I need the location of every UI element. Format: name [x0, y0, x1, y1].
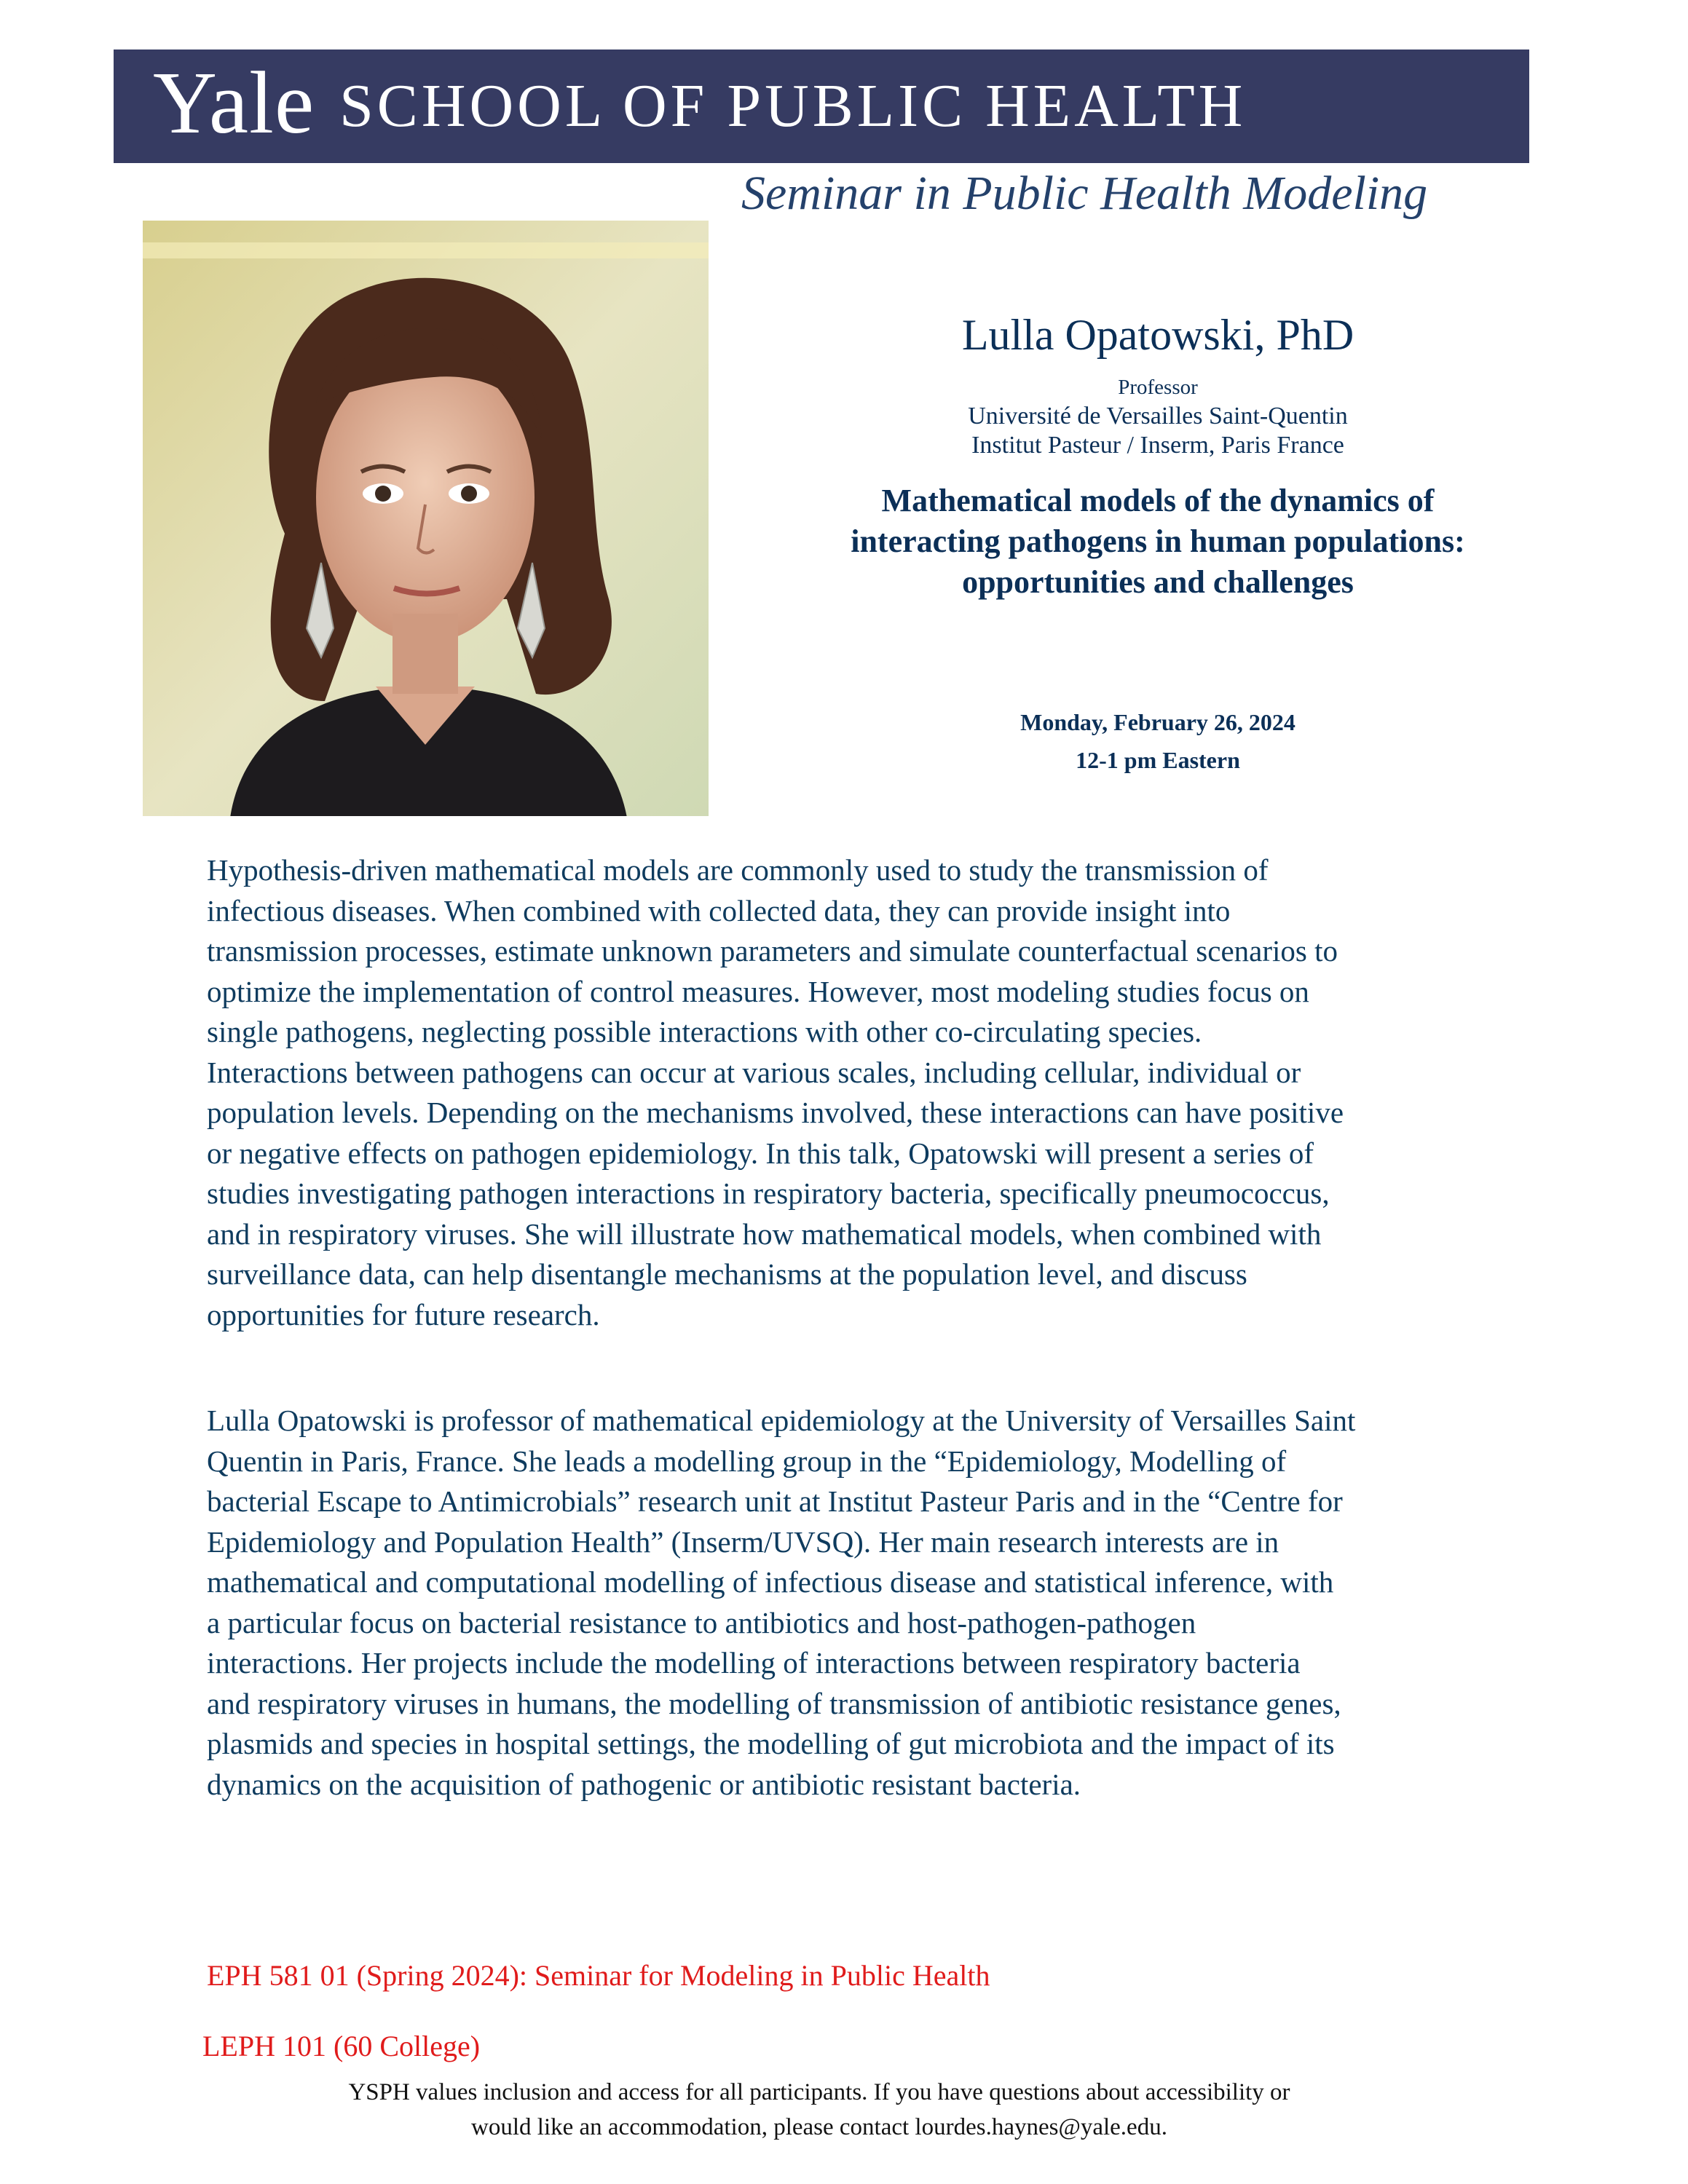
abstract-line: infectious diseases. When combined with collected data, they can provide insight into	[207, 893, 1231, 927]
talk-time: 12-1 pm Eastern	[1076, 747, 1240, 773]
abstract-line: transmission processes, estimate unknown parameters and simulate counterfactual scenarios to	[207, 934, 1338, 968]
seminar-series-title: Seminar in Public Health Modeling	[741, 167, 1428, 220]
bio-line: Lulla Opatowski is professor of mathematical epidemiology at the University of Versailles Saint	[207, 1404, 1356, 1437]
bio-line: Quentin in Paris, France. She leads a modelling group in the “Epidemiology, Modelling of	[207, 1444, 1287, 1478]
abstract-line: surveillance data, can help disentangle mechanisms at the population level, and discuss	[207, 1257, 1247, 1291]
bio-line: bacterial Escape to Antimicrobials” research unit at Institut Pasteur Paris and in the “Centre for	[207, 1484, 1343, 1518]
header-banner	[114, 50, 1529, 163]
abstract-paragraph	[207, 850, 1554, 1335]
abstract-line: single pathogens, neglecting possible interactions with other co-circulating species.	[207, 1015, 1202, 1048]
speaker-portrait-photo	[143, 221, 709, 816]
footer-line: would like an accommodation, please contact lourdes.haynes@yale.edu.	[471, 2114, 1167, 2140]
speaker-affiliation-2: Institut Pasteur / Inserm, Paris France	[971, 432, 1344, 459]
brand-school-name: SCHOOL OF PUBLIC HEALTH	[339, 72, 1247, 140]
speaker-info	[757, 306, 1558, 460]
talk-title-line: interacting pathogens in human populations:	[851, 523, 1465, 559]
speaker-title: Professor	[1118, 376, 1198, 399]
abstract-line: Hypothesis-driven mathematical models are commonly used to study the transmission of	[207, 853, 1269, 887]
bio-line: dynamics on the acquisition of pathogenic or antibiotic resistant bacteria.	[207, 1767, 1081, 1801]
room-location: LEPH 101 (60 College)	[202, 2030, 481, 2062]
bio-line: a particular focus on bacterial resistance to antibiotics and host-pathogen-pathogen	[207, 1605, 1196, 1639]
speaker-name: Lulla Opatowski, PhD	[961, 311, 1354, 359]
bio-line: interactions. Her projects include the modelling of interactions between respiratory bacteria	[207, 1646, 1301, 1679]
talk-datetime	[757, 703, 1558, 779]
bio-line: plasmids and species in hospital settings, the modelling of gut microbiota and the impact of its	[207, 1727, 1335, 1760]
talk-date: Monday, February 26, 2024	[1020, 709, 1295, 735]
brand-yale-wordmark: Yale	[153, 54, 315, 152]
abstract-line: optimize the implementation of control measures. However, most modeling studies focus on	[207, 974, 1309, 1008]
abstract-line: population levels. Depending on the mechanisms involved, these interactions can have positive	[207, 1096, 1344, 1129]
course-info: EPH 581 01 (Spring 2024): Seminar for Modeling in Public Health	[207, 1959, 990, 1992]
bio-line: Epidemiology and Population Health” (Inserm/UVSQ). Her main research interests are in	[207, 1524, 1279, 1559]
talk-title-line: opportunities and challenges	[962, 564, 1354, 600]
abstract-line: or negative effects on pathogen epidemiology. In this talk, Opatowski will present a series of	[207, 1136, 1314, 1170]
bio-line: mathematical and computational modelling of infectious disease and statistical inference, with	[207, 1565, 1334, 1599]
talk-title-line: Mathematical models of the dynamics of	[881, 483, 1435, 518]
bio-paragraph	[207, 1401, 1554, 1805]
bio-line: and respiratory viruses in humans, the modelling of transmission of antibiotic resistance genes,	[207, 1686, 1341, 1720]
footer-line: YSPH values inclusion and access for all participants. If you have questions about accessibility or	[348, 2079, 1290, 2105]
abstract-line: opportunities for future research.	[207, 1297, 600, 1332]
abstract-line: and in respiratory viruses. She will illustrate how mathematical models, when combined with	[207, 1216, 1322, 1251]
accessibility-footer	[218, 2075, 1420, 2145]
speaker-affiliation-1: Université de Versailles Saint-Quentin	[968, 403, 1348, 430]
abstract-line: Interactions between pathogens can occur at various scales, including cellular, individual or	[207, 1055, 1301, 1089]
abstract-line: studies investigating pathogen interactions in respiratory bacteria, specifically pneumococcus,	[207, 1176, 1330, 1210]
talk-title	[757, 480, 1558, 603]
